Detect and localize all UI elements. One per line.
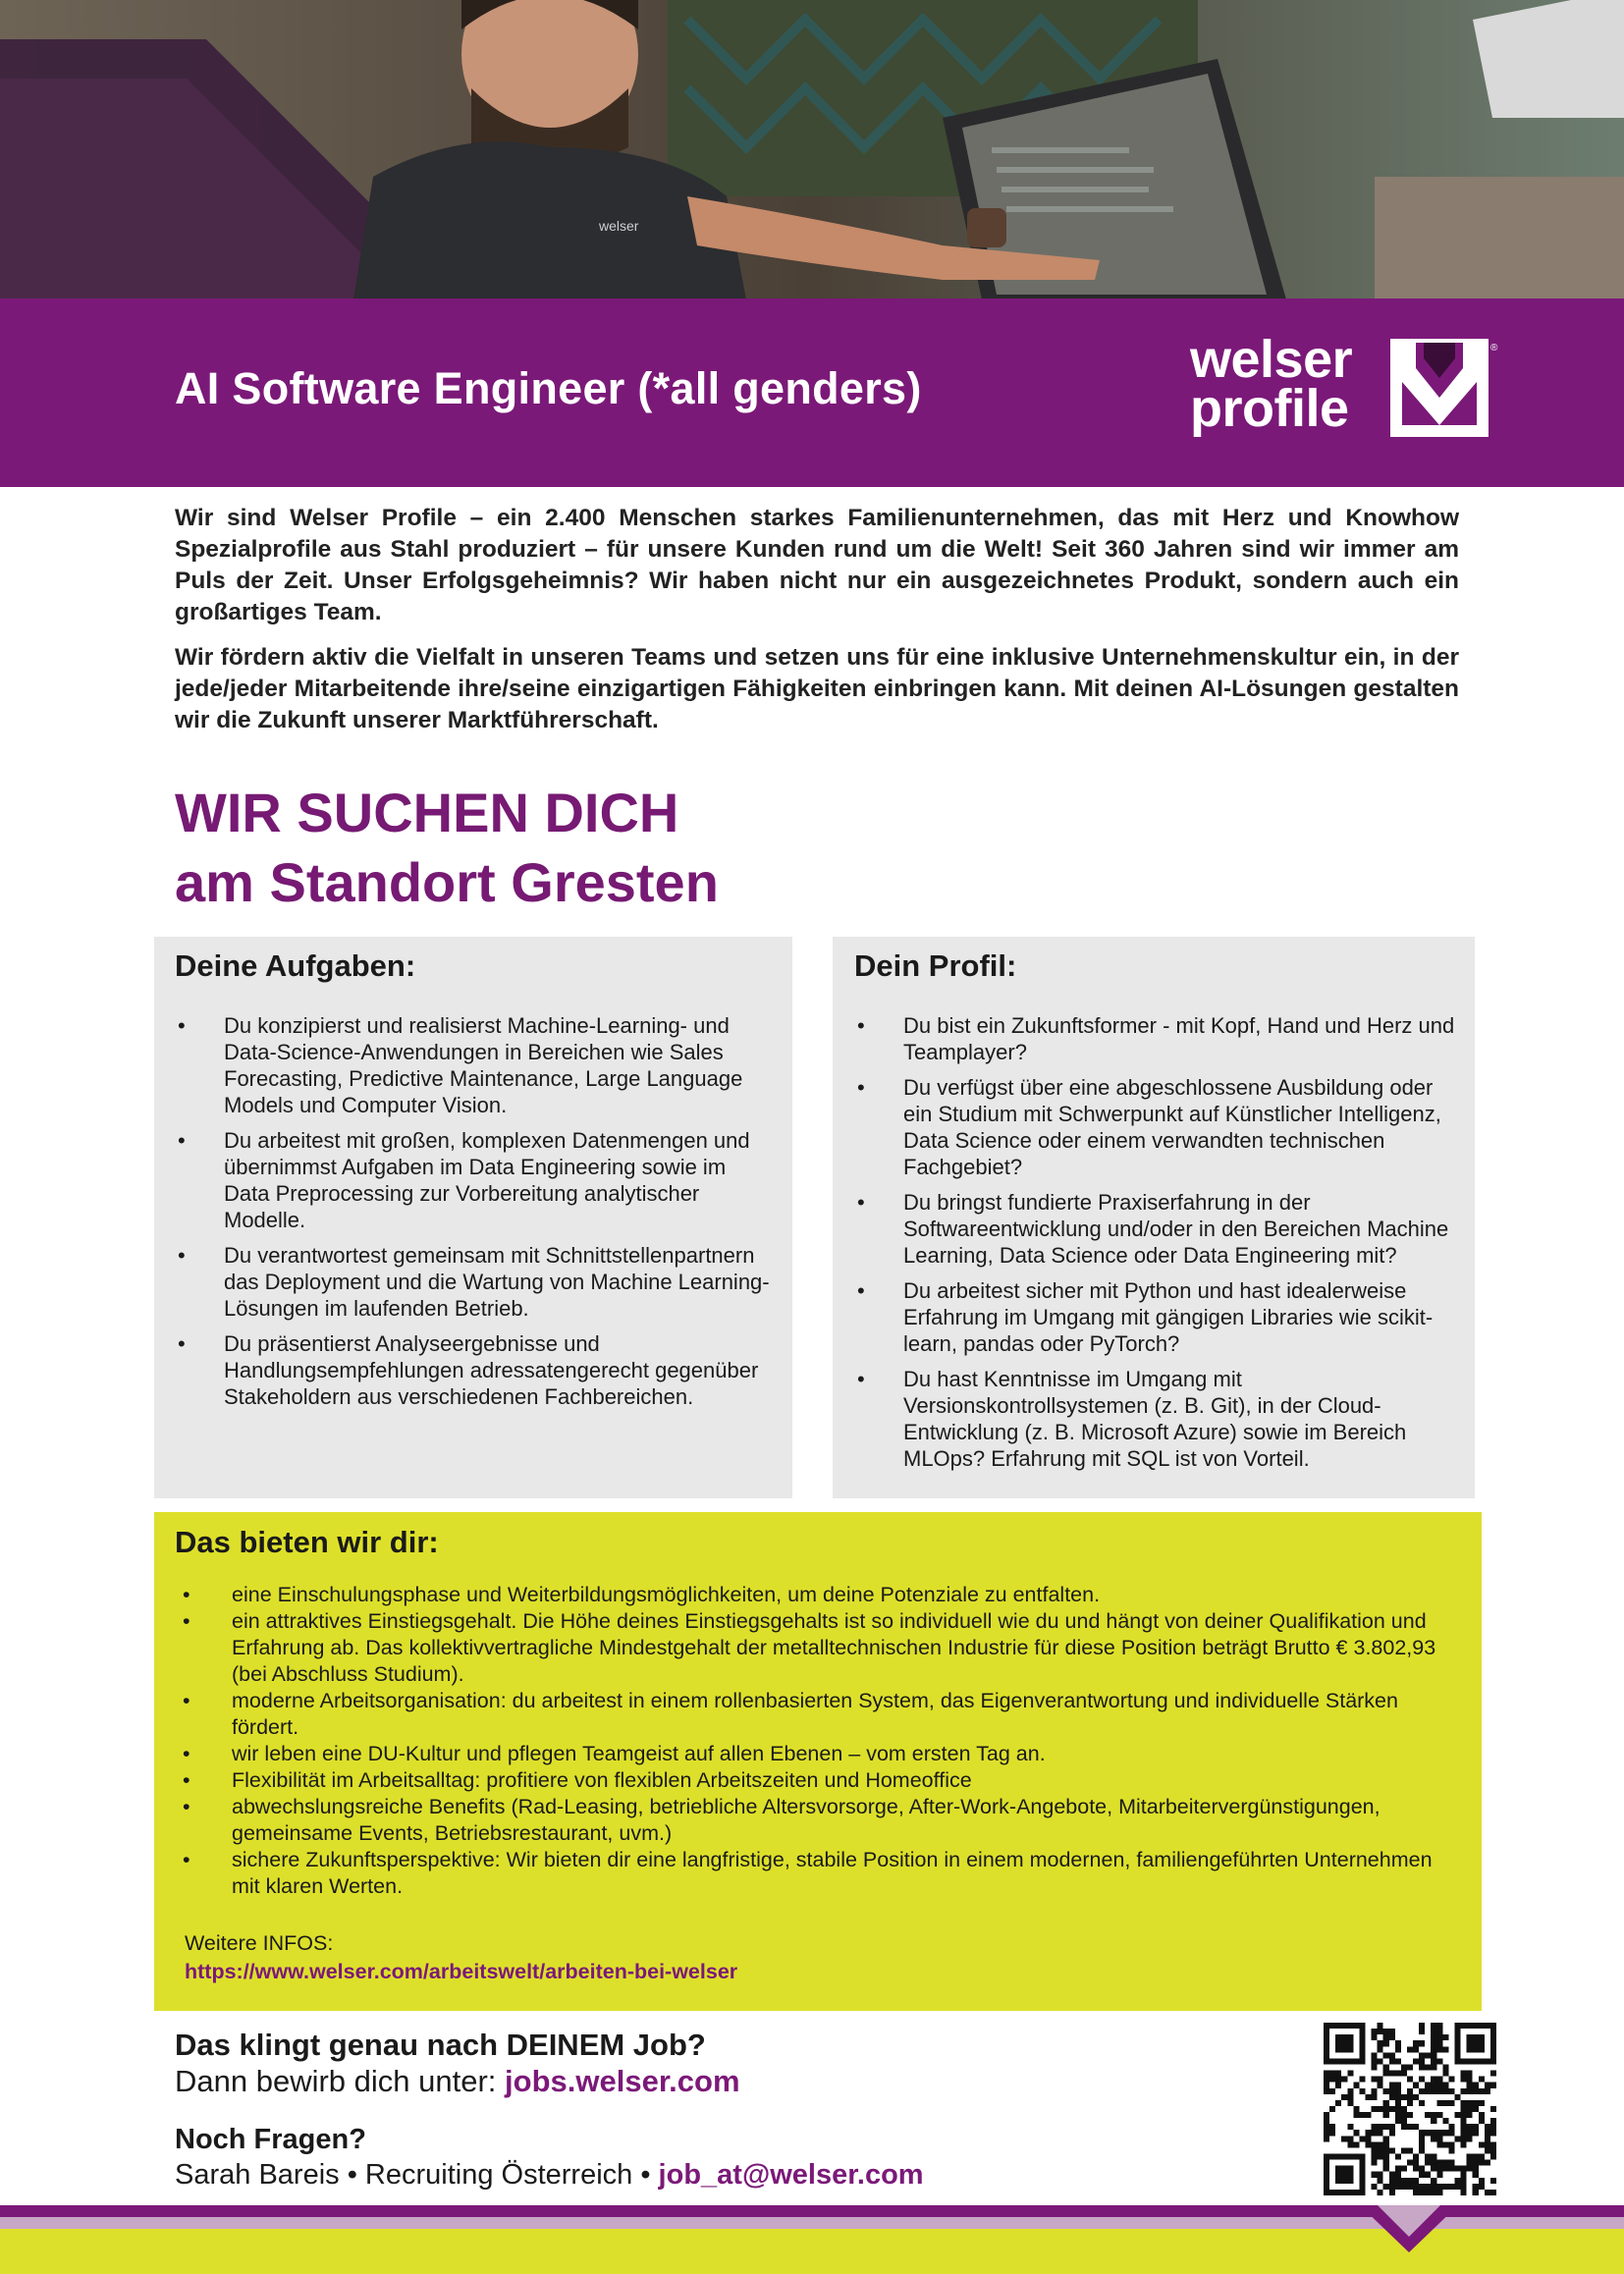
shirt-print: welser bbox=[599, 218, 639, 234]
contact-email-link[interactable]: job_at@welser.com bbox=[658, 2159, 924, 2191]
list-item-text: Flexibilität im Arbeitsalltag: profitiere von flexiblen Arbeitszeiten und Homeoffice bbox=[232, 1768, 972, 1792]
bullet-icon: • bbox=[857, 1367, 865, 1391]
bullet-icon: • bbox=[857, 1075, 865, 1100]
tasks-list bbox=[175, 1012, 774, 1419]
hero-photo bbox=[0, 0, 1624, 299]
cta-heading: Das klingt genau nach DEINEM Job? bbox=[175, 2028, 706, 2062]
bullet-icon: • bbox=[178, 1013, 186, 1038]
cta-line bbox=[175, 2064, 740, 2099]
list-item bbox=[175, 1330, 774, 1410]
list-item bbox=[175, 1242, 774, 1322]
list-item-text: eine Einschulungsphase und Weiterbildungsmöglichkeiten, um deine Potenziale zu entfalten. bbox=[232, 1583, 1101, 1606]
apply-link[interactable]: jobs.welser.com bbox=[505, 2064, 740, 2098]
offer-list bbox=[175, 1582, 1461, 1900]
list-item bbox=[175, 1741, 1461, 1767]
list-item-text: Du arbeitest mit großen, komplexen Datenmengen und übernimmst Aufgaben im Data Engineering sowie im Data Preprocessing zur Vorbereitung analytischer Modelle. bbox=[224, 1128, 750, 1232]
bullet-icon: • bbox=[183, 1742, 190, 1765]
bullet-icon: • bbox=[183, 1768, 190, 1792]
list-item-text: Du verantwortest gemeinsam mit Schnittstellenpartnern das Deployment und die Wartung von Machine Learning-Lösungen im laufenden Betrieb. bbox=[224, 1243, 770, 1321]
bullet-icon: • bbox=[183, 1583, 190, 1606]
tasks-heading: Deine Aufgaben: bbox=[175, 948, 416, 983]
headline-we-seek-you: WIR SUCHEN DICH bbox=[175, 782, 679, 843]
list-item-text: Du arbeitest sicher mit Python und hast idealerweise Erfahrung im Umgang mit gängigen Libraries wie scikit-learn, pandas oder PyTorch? bbox=[903, 1278, 1434, 1356]
list-item bbox=[175, 1767, 1461, 1794]
list-item bbox=[854, 1277, 1455, 1357]
bullet-icon: • bbox=[857, 1278, 865, 1303]
footer-chevron-icon bbox=[1360, 2205, 1458, 2252]
cta-prefix: Dann bewirb dich unter: bbox=[175, 2064, 506, 2098]
list-item bbox=[175, 1847, 1461, 1900]
logo-word-profile: profile bbox=[1190, 379, 1349, 438]
bullet-icon: • bbox=[183, 1609, 190, 1633]
hero-photo-illustration bbox=[0, 0, 1624, 299]
list-item bbox=[854, 1074, 1455, 1180]
more-info-label: Weitere INFOS: bbox=[185, 1931, 334, 1955]
list-item-text: abwechslungsreiche Benefits (Rad-Leasing, betriebliche Altersvorsorge, After-Work-Angebote, Mitarbeitervergünstigungen, gemeinsame Events, Betriebsrestaurant, uvm.) bbox=[232, 1795, 1380, 1845]
list-item bbox=[175, 1794, 1461, 1847]
intro-paragraph-1: Wir sind Welser Profile – ein 2.400 Menschen starkes Familienunternehmen, das mit Herz und Knowhow Spezialprofile aus Stahl produziert – für unsere Kunden rund um die Welt! Seit 360 Jahren sind wir immer am Puls der Zeit. Unser Erfolgsgeheimnis? Wir haben nicht nur ein ausgezeichnetes Produkt, sondern auch ein großartiges Team. bbox=[175, 505, 1459, 625]
contact-person: Sarah Bareis • Recruiting Österreich • bbox=[175, 2159, 659, 2191]
bullet-icon: • bbox=[178, 1243, 186, 1268]
bullet-icon: • bbox=[178, 1331, 186, 1356]
bullet-icon: • bbox=[183, 1795, 190, 1818]
logo-word-welser: welser bbox=[1190, 330, 1353, 389]
list-item-text: Du verfügst über eine abgeschlossene Ausbildung oder ein Studium mit Schwerpunkt auf Künstlicher Intelligenz, Data Science oder einem verwandten technischen Fachgebiet? bbox=[903, 1075, 1441, 1179]
list-item bbox=[854, 1189, 1455, 1269]
more-info-link[interactable]: https://www.welser.com/arbeitswelt/arbeiten-bei-welser bbox=[185, 1960, 738, 1983]
intro-paragraph-2: Wir fördern aktiv die Vielfalt in unseren Teams und setzen uns für eine inklusive Unternehmenskultur ein, in der jede/jeder Mitarbeitende ihre/seine einzigartigen Fähigkeiten einbringen kann. Mit deinen AI-Lösungen gestalten wir die Zukunft unserer Marktführerschaft. bbox=[175, 644, 1459, 733]
list-item-text: Du bringst fundierte Praxiserfahrung in der Softwareentwicklung und/oder in den Bereichen Machine Learning, Data Science oder Data Engineering mit? bbox=[903, 1190, 1449, 1268]
profile-list bbox=[854, 1012, 1455, 1481]
questions-heading: Noch Fragen? bbox=[175, 2124, 366, 2155]
list-item bbox=[175, 1608, 1461, 1688]
list-item-text: wir leben eine DU-Kultur und pflegen Teamgeist auf allen Ebenen – vom ersten Tag an. bbox=[232, 1742, 1046, 1765]
welser-profile-logo bbox=[1190, 330, 1504, 438]
profile-heading: Dein Profil: bbox=[854, 948, 1017, 983]
list-item-text: Du präsentierst Analyseergebnisse und Handlungsempfehlungen adressatengerecht gegenüber Stakeholdern aus verschiedenen Fachbereichen. bbox=[224, 1331, 759, 1409]
job-title: AI Software Engineer (*all genders) bbox=[175, 363, 922, 413]
list-item-text: Du hast Kenntnisse im Umgang mit Versionskontrollsystemen (z. B. Git), in der Cloud-Entwicklung (z. B. Microsoft Azure) sowie im Bereich MLOps? Erfahrung mit SQL ist von Vorteil. bbox=[903, 1367, 1407, 1471]
list-item bbox=[175, 1127, 774, 1233]
bullet-icon: • bbox=[178, 1128, 186, 1153]
bullet-icon: • bbox=[857, 1190, 865, 1215]
qr-code-icon[interactable] bbox=[1324, 2023, 1496, 2195]
list-item-text: sichere Zukunftsperspektive: Wir bieten dir eine langfristige, stabile Position in einem modernen, familiengeführten Unternehmen mit klaren Werten. bbox=[232, 1848, 1433, 1898]
logo-mark-icon bbox=[1390, 339, 1500, 437]
bullet-icon: • bbox=[857, 1013, 865, 1038]
bullet-icon: • bbox=[183, 1848, 190, 1871]
list-item bbox=[854, 1366, 1455, 1472]
list-item-text: Du bist ein Zukunftsformer - mit Kopf, Hand und Herz und Teamplayer? bbox=[903, 1013, 1455, 1064]
offer-heading: Das bieten wir dir: bbox=[175, 1525, 439, 1559]
list-item bbox=[175, 1688, 1461, 1741]
list-item-text: moderne Arbeitsorganisation: du arbeitest in einem rollenbasierten System, das Eigenverantwortung und individuelle Stärken fördert. bbox=[232, 1689, 1398, 1739]
bullet-icon: • bbox=[183, 1689, 190, 1712]
list-item bbox=[175, 1582, 1461, 1608]
list-item bbox=[854, 1012, 1455, 1065]
list-item-text: ein attraktives Einstiegsgehalt. Die Höhe deines Einstiegsgehalts ist so individuell wie du und hängt von deiner Qualifikation und Erfahrung ab. Das kollektivvertragliche Mindestgehalt der metalltechnischen Industrie für diese Position beträgt Brutto € 3.802,93 (bei Abschluss Studium). bbox=[232, 1609, 1436, 1686]
contact-line bbox=[175, 2159, 924, 2192]
list-item bbox=[175, 1012, 774, 1118]
headline-location: am Standort Gresten bbox=[175, 851, 719, 913]
list-item-text: Du konzipierst und realisierst Machine-Learning- und Data-Science-Anwendungen in Bereichen wie Sales Forecasting, Predictive Maintenance, Large Language Models und Computer Vision. bbox=[224, 1013, 743, 1117]
registered-mark: ® bbox=[1490, 343, 1498, 353]
